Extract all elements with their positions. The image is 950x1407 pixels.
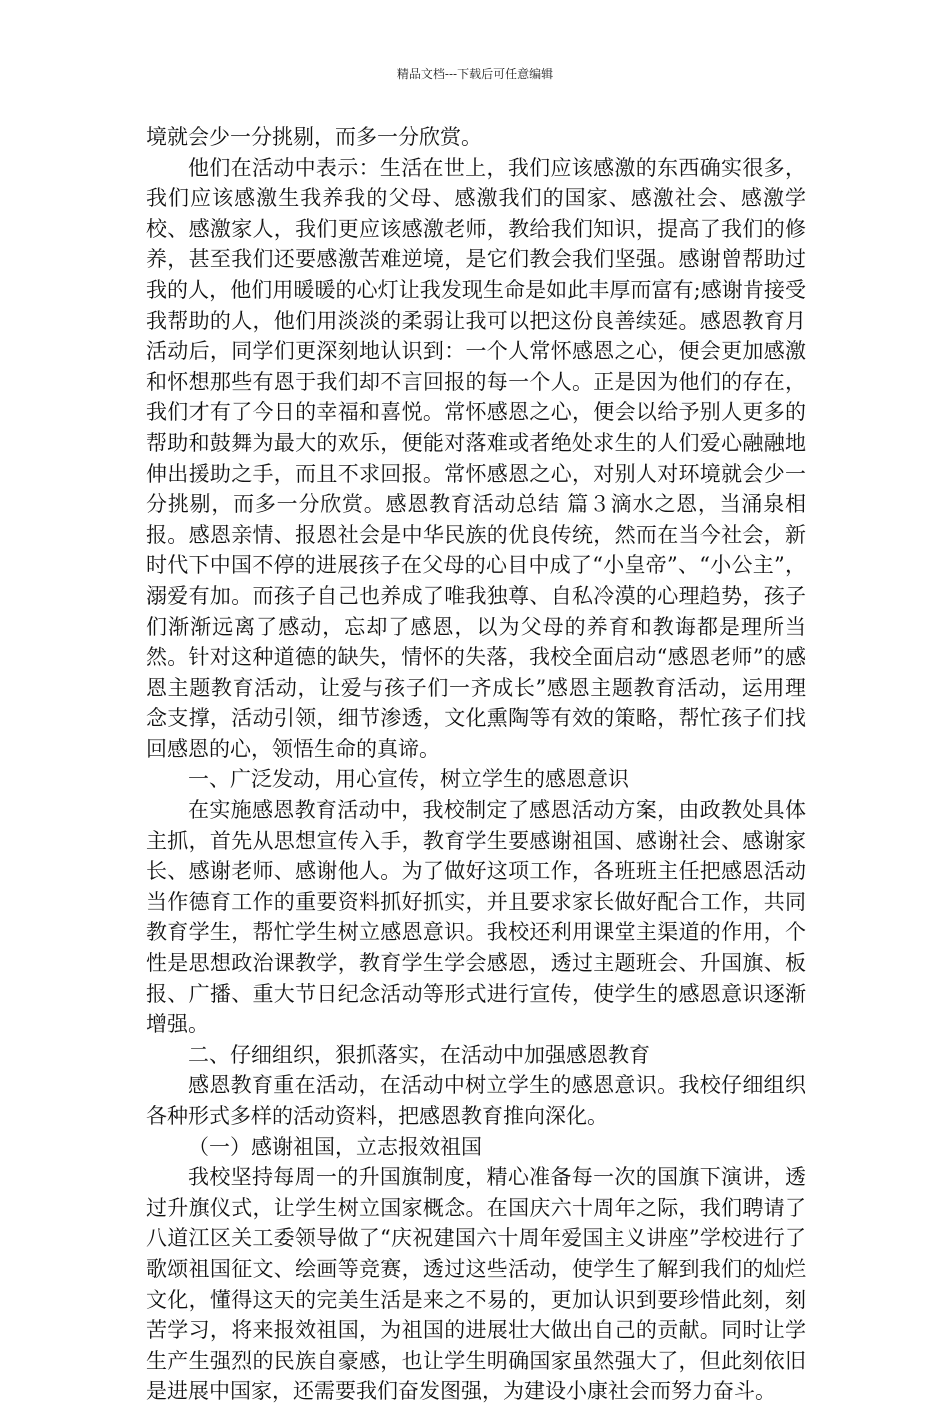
paragraph-3: 在实施感恩教育活动中，我校制定了感恩活动方案，由政教处具体主抓，首先从思想宣传入手，教育学生要感谢祖国、感谢社会、感谢家长、感谢老师、感谢他人。为了做好这项工作，各班班主任把感恩活动当作德育工作的重要资料抓好抓实，并且要求家长做好配合工作，共同教育学生，帮忙学生树立感恩意识。我校还利用课堂主渠道的作用，个性是思想政治课教学，教育学生学会感恩，透过主题班会、升国旗、板报、广播、重大节日纪念活动等形式进行宣传，使学生的感恩意识逐渐增强。 bbox=[146, 798, 806, 1037]
paragraph-5: 我校坚持每周一的升国旗制度，精心准备每一次的国旗下演讲，透过升旗仪式，让学生树立国家概念。在国庆六十周年之际，我们聘请了八道江区关工委领导做了“庆祝建国六十周年爱国主义讲座”学校进行了歌颂祖国征文、绘画等竞赛，透过这些活动，使学生了解到我们的灿烂文化，懂得这天的完美生活是来之不易的，更加认识到要珍惜此刻，刻苦学习，将来报效祖国，为祖国的进展壮大做出自己的贡献。同时让学生产生强烈的民族自豪感，也让学生明确国家虽然强大了，但此刻依旧是进展中国家，还需要我们奋发图强，为建设小康社会而努力奋斗。 bbox=[146, 1165, 806, 1404]
section-heading-1: 一、广泛发动，用心宣传，树立学生的感恩意识 bbox=[188, 767, 629, 792]
section-heading-2: 二、仔细组织，狠抓落实，在活动中加强感恩教育 bbox=[188, 1042, 650, 1067]
subsection-heading-1: （一）感谢祖国，立志报效祖国 bbox=[188, 1134, 482, 1159]
page-header: 精品文档---下载后可任意编辑 bbox=[396, 67, 554, 81]
paragraph-2: 他们在活动中表示：生活在世上，我们应该感激的东西确实很多，我们应该感激生我养我的父母、感激我们的国家、感激社会、感激学校、感激家人，我们更应该感激老师，教给我们知识，提高了我们的修养，甚至我们还要感激苦难逆境，是它们教会我们坚强。感谢曾帮助过我的人，他们用暖暖的心灯让我发现生命是如此丰厚而富有;感谢肯接受我帮助的人，他们用淡淡的柔弱让我可以把这份良善续延。感恩教育月活动后，同学们更深刻地认识到：一个人常怀感恩之心，便会更加感激和怀想那些有恩于我们却不言回报的每一个人。正是因为他们的存在，我们才有了今日的幸福和喜悦。常怀感恩之心，便会以给予别人更多的帮助和鼓舞为最大的欢乐，便能对落难或者绝处求生的人们爱心融融地伸出援助之手，而且不求回报。常怀感恩之心，对别人对环境就会少一分挑剔，而多一分欣赏。感恩教育活动总结 篇３滴水之恩，当涌泉相报。感恩亲情、报恩社会是中华民族的优良传统，然而在当今社会，新时代下中国不停的进展孩子在父母的心目中成了“小皇帝”、“小公主”，溺爱有加。而孩子自己也养成了唯我独尊、自私冷漠的心理趋势，孩子们渐渐远离了感动，忘却了感恩，以为父母的养育和教诲都是理所当然。针对这种道德的缺失，情怀的失落，我校全面启动“感恩老师”的感恩主题教育活动，让爱与孩子们一齐成长”感恩主题教育活动，运用理念支撑，活动引领，细节渗透，文化熏陶等有效的策略，帮忙孩子们找回感恩的心，领悟生命的真谛。 bbox=[146, 155, 806, 761]
paragraph-1: 境就会少一分挑剔，而多一分欣赏。 bbox=[146, 125, 482, 149]
document-body bbox=[146, 122, 806, 1407]
paragraph-4: 感恩教育重在活动，在活动中树立学生的感恩意识。我校仔细组织各种形式多样的活动资料，把感恩教育推向深化。 bbox=[146, 1073, 806, 1128]
